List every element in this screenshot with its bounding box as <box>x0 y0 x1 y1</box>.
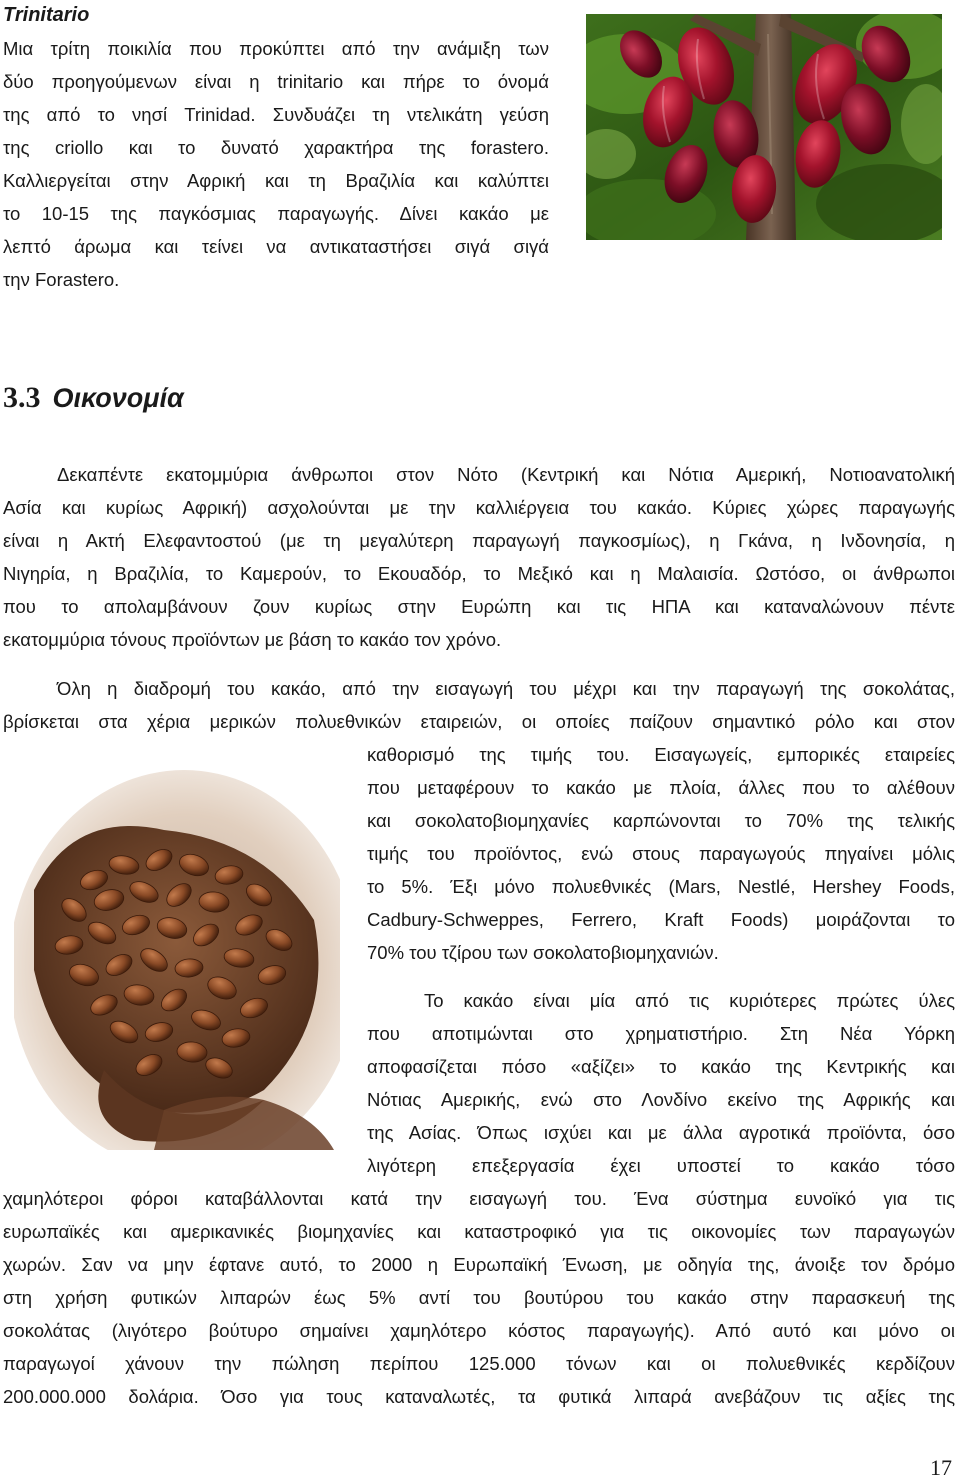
paragraph-line: Δεκαπέντε εκατομμύρια άνθρωποι στον Νότο (Κεντρική και Νότια Αμερική, Νοτιοανατολική <box>57 464 955 485</box>
page-number: 17 <box>930 1455 952 1480</box>
paragraph-line: που το απολαμβάνουν ζουν κυρίως στην Ευρώπη και τις ΗΠΑ και καταναλώνουν πέντε <box>3 596 955 617</box>
paragraph-line: σοκολάτας (λιγότερο βούτυρο σημαίνει χαμηλότερο κόστος παραγωγής). Από αυτό και μόνο οι <box>3 1320 955 1341</box>
paragraph-line: 70% του τζίρου των σοκολατοβιομηχανιών. <box>367 942 719 963</box>
section-heading <box>3 376 184 420</box>
paragraph-line: λεπτό άρωμα και τείνει να αντικαταστήσει σιγά σιγά <box>3 236 549 257</box>
paragraph-line: που αποτιμώνται στο χρηματιστήριο. Στη Νέα Υόρκη <box>367 1023 955 1044</box>
paragraph-line: χωρών. Σαν να μην έφτανε αυτό, το 2000 η Ευρωπαϊκή Ένωση, με οδηγία της, άνοιξε τον δρόμο <box>3 1254 955 1275</box>
paragraph-line: χαμηλότεροι φόροι καταβάλλονται κατά την εισαγωγή του. Ένα σύστημα ευνοϊκό για τις <box>3 1188 955 1209</box>
paragraph-line: βρίσκεται στα χέρια μερικών πολυεθνικών εταιρειών, οι οποίες παίζουν σημαντικό ρόλο και στον <box>3 711 955 732</box>
paragraph-line: και σοκολατοβιομηχανίες καρπώνονται το 70% της τελικής <box>367 810 955 831</box>
paragraph-line: της criollo και το δυνατό χαρακτήρα της forastero. <box>3 137 549 158</box>
paragraph-line: της από το νησί Trinidad. Συνδυάζει τη ντελικάτη γεύση <box>3 104 549 125</box>
section-title: Οικονομία <box>52 383 184 413</box>
subsection-title: Trinitario <box>3 4 90 26</box>
paragraph-line: Cadbury-Schweppes, Ferrero, Kraft Foods) μοιράζονται το <box>367 909 955 930</box>
cocoa-pods-image <box>586 14 942 240</box>
paragraph-line: είναι η Ακτή Ελεφαντοστού (με τη μεγαλύτερη παραγωγή παγκοσμίως), η Γκάνα, η Ινδονησία, η <box>3 530 955 551</box>
paragraph-line: αποφασίζεται πόσο «αξίζει» το κακάο της Κεντρικής και <box>367 1056 955 1077</box>
section-number: 3.3 <box>3 381 41 414</box>
paragraph-line: καθορισμό της τιμής του. Εισαγωγείς, εμπορικές εταιρείες <box>367 744 955 765</box>
paragraph-line: Νιγηρία, η Βραζιλία, το Καμερούν, το Εκουαδόρ, το Μεξικό και η Μαλαισία. Ωστόσο, οι άνθρωποι <box>3 563 955 584</box>
paragraph-line: που μεταφέρουν το κακάο με πλοία, άλλες που το αλέθουν <box>367 777 955 798</box>
paragraph-line: δύο προηγούμενων είναι η trinitario και πήρε το όνομά <box>3 71 549 92</box>
paragraph-line: το 5%. Έξι μόνο πολυεθνικές (Mars, Nestlé, Hershey Foods, <box>367 876 955 897</box>
paragraph-line: Ασία και κυρίως Αφρική) ασχολούνται με την καλλιέργεια του κακάο. Κύριες χώρες παραγωγής <box>3 497 955 518</box>
paragraph-line: παραγωγοί χάνουν την πώληση περίπου 125.000 τόνων και οι πολυεθνικές κερδίζουν <box>3 1353 955 1374</box>
paragraph-line: Μια τρίτη ποικιλία που προκύπτει από την ανάμιξη των <box>3 38 549 59</box>
paragraph-line: στη χρήση φυτικών λιπαρών έως 5% αντί του βουτύρου του κακάο στην παρασκευή της <box>3 1287 955 1308</box>
paragraph-line: τιμής του προϊόντος, ενώ στους παραγωγούς πηγαίνει μόλις <box>367 843 955 864</box>
paragraph-line: Νότιας Αμερικής, ενώ στο Λονδίνο εκείνο της Αφρικής και <box>367 1089 955 1110</box>
paragraph-line: εκατομμύρια τόνους προϊόντων με βάση το κακάο τον χρόνο. <box>3 629 502 650</box>
cocoa-beans-image <box>14 770 340 1150</box>
paragraph-line: λιγότερη επεξεργασία έχει υποστεί το κακάο τόσο <box>367 1155 955 1176</box>
paragraph-line: ευρωπαϊκές και αμερικανικές βιομηχανίες και καταστροφικό για τις οικονομίες των παραγωγών <box>3 1221 955 1242</box>
paragraph-line: Όλη η διαδρομή του κακάο, από την εισαγωγή του μέχρι και την παραγωγή της σοκολάτας, <box>57 678 955 699</box>
paragraph-line: Καλλιεργείται στην Αφρική και τη Βραζιλία και καλύπτει <box>3 170 549 191</box>
paragraph-line: την Forastero. <box>3 269 120 290</box>
paragraph-line: της Ασίας. Όπως ισχύει και με άλλα αγροτικά προϊόντα, όσο <box>367 1122 955 1143</box>
paragraph-line: το 10-15 της παγκόσμιας παραγωγής. Δίνει κακάο με <box>3 203 549 224</box>
paragraph-line: 200.000.000 δολάρια. Όσο για τους καταναλωτές, τα φυτικά λιπαρά ανεβάζουν τις αξίες της <box>3 1386 955 1407</box>
paragraph-line: Το κακάο είναι μία από τις κυριότερες πρώτες ύλες <box>424 990 955 1011</box>
